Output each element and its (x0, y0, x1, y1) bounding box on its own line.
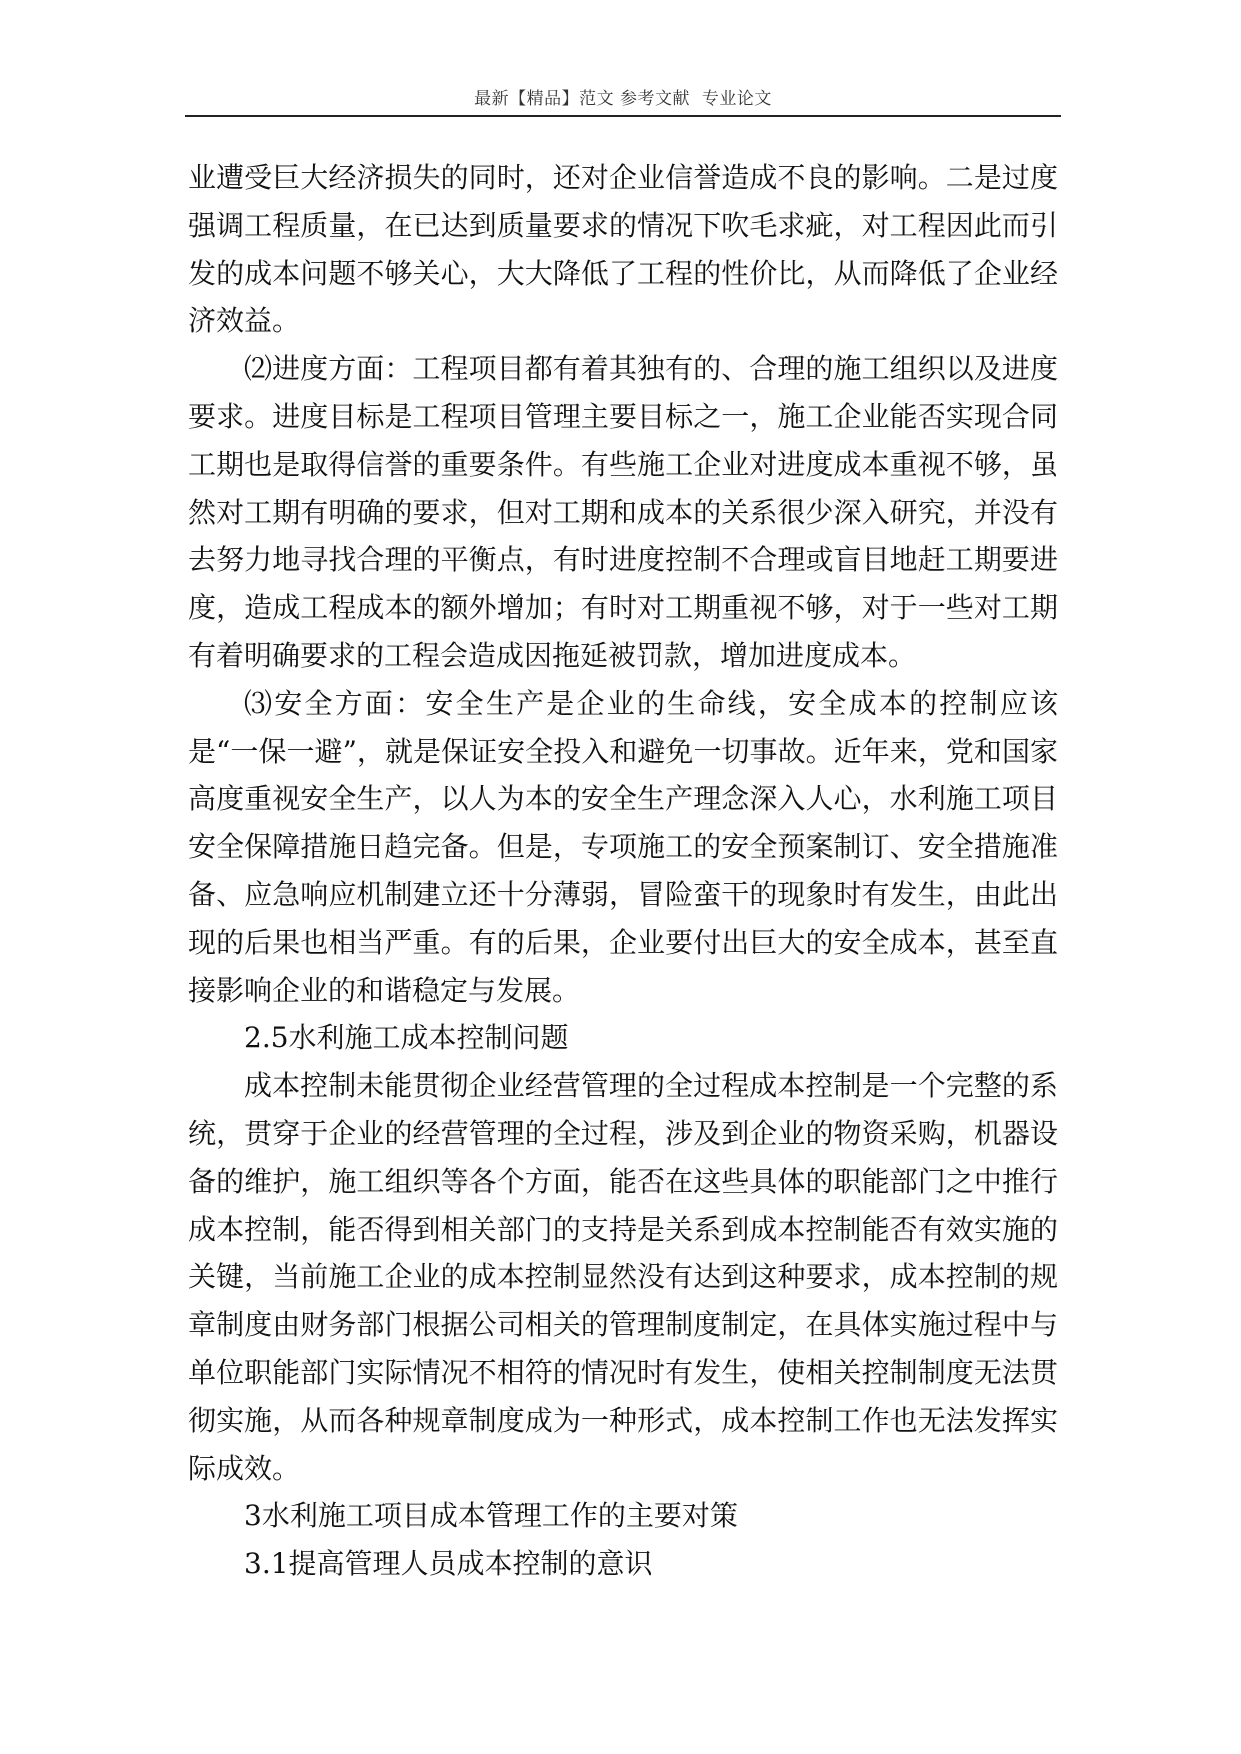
header-text: 最新【精品】范文 参考文献 专业论文 (474, 89, 772, 109)
body-paragraph: ⑶安全方面：安全生产是企业的生命线，安全成本的控制应该是“一保一避”，就是保证安全投入和避免一切事故。近年来，党和国家高度重视安全生产，以人为本的安全生产理念深入人心，水利施工项目安全保障措施日趋完备。但是，专项施工的安全预案制订、安全措施准备、应急响应机制建立还十分薄弱，冒险蛮干的现象时有发生，由此出现的后果也相当严重。有的后果，企业要付出巨大的安全成本，甚至直接影响企业的和谐稳定与发展。 (188, 686, 1058, 1007)
subsection-heading: 3.1提高管理人员成本控制的意识 (244, 1547, 653, 1581)
section-heading: 2.5水利施工成本控制问题 (244, 1021, 569, 1055)
body-paragraph: ⑵进度方面：工程项目都有着其独有的、合理的施工组织以及进度要求。进度目标是工程项目管理主要目标之一，施工企业能否实现合同工期也是取得信誉的重要条件。有些施工企业对进度成本重视不够，虽然对工期有明确的要求，但对工期和成本的关系很少深入研究，并没有去努力地寻找合理的平衡点，有时进度控制不合理或盲目地赶工期要进度，造成工程成本的额外增加；有时对工期重视不够，对于一些对工期有着明确要求的工程会造成因拖延被罚款，增加进度成本。 (188, 352, 1058, 672)
body-paragraph: 业遭受巨大经济损失的同时，还对企业信誉造成不良的影响。二是过度强调工程质量，在已达到质量要求的情况下吹毛求疵，对工程因此而引发的成本问题不够关心，大大降低了工程的性价比，从而降低了企业经济效益。 (188, 161, 1058, 338)
page-header (185, 83, 1061, 117)
body-paragraph: 成本控制未能贯彻企业经营管理的全过程成本控制是一个完整的系统，贯穿于企业的经营管理的全过程，涉及到企业的物资采购，机器设备的维护，施工组织等各个方面，能否在这些具体的职能部门之中推行成本控制，能否得到相关部门的支持是关系到成本控制能否有效实施的关键，当前施工企业的成本控制显然没有达到这种要求，成本控制的规章制度由财务部门根据公司相关的管理制度制定，在具体实施过程中与单位职能部门实际情况不相符的情况时有发生，使相关控制制度无法贯彻实施，从而各种规章制度成为一种形式，成本控制工作也无法发挥实际成效。 (188, 1069, 1058, 1485)
section-heading: 3水利施工项目成本管理工作的主要对策 (244, 1499, 738, 1533)
document-body (188, 154, 1058, 1588)
